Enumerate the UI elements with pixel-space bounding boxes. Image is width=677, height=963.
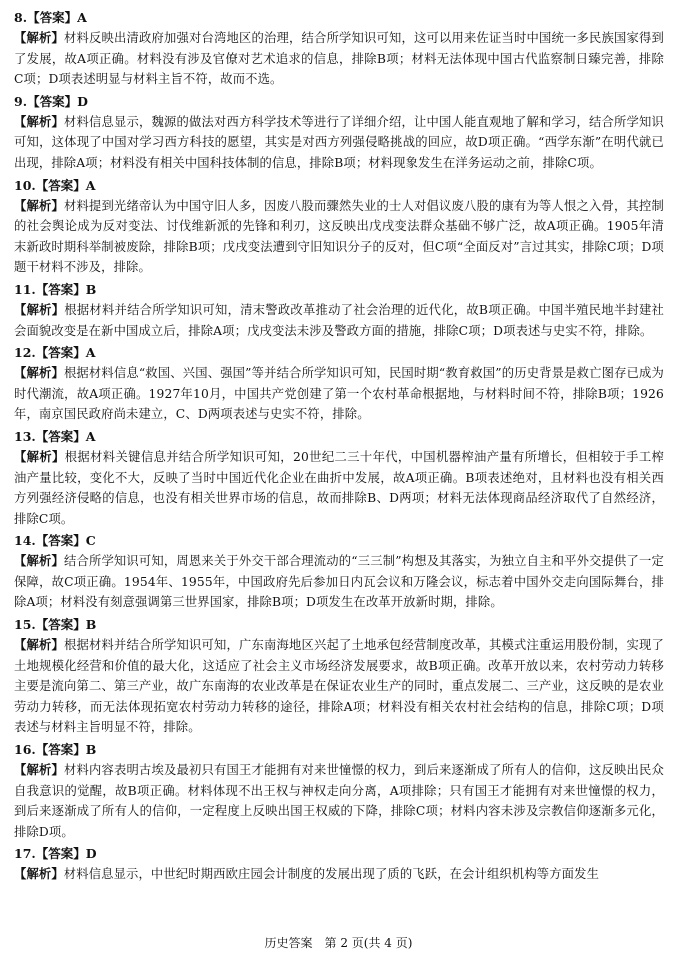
answer-value: B: [85, 281, 97, 297]
answer-line: [14, 844, 664, 864]
question-13: [14, 427, 664, 529]
question-number: 15.: [14, 617, 36, 633]
answer-value: A: [77, 10, 87, 25]
analysis-paragraph: [14, 551, 664, 613]
analysis-tag: 【解析】: [14, 762, 65, 778]
answer-tag: 【答案】: [35, 742, 86, 758]
answer-tag: 【答案】: [35, 846, 86, 862]
analysis-text: 根据材料信息“救国、兴国、强国”等并结合所学知识可知，民国时期“教育救国”的历史背景是救亡图存已成为时代潮流，故A项正确。1927年10月，中国共产党创建了第一个农村革命根据地，与材料时间不符，排除B项；1926年，南京国民政府尚未建立，C、D两项表述与史实不符，排除。: [14, 366, 664, 422]
answer-line: [14, 343, 664, 363]
analysis-paragraph: [14, 447, 664, 529]
analysis-text: 根据材料并结合所学知识可知，广东南海地区兴起了土地承包经营制度改革，其模式注重运用股份制，实现了土地规模化经营和价值的最大化，这适应了社会主义市场经济发展要求，故B项正确。改革开放以来，农村劳动力转移主要是流向第二、第三产业，故广东南海的农业改革是在保证农业生产的同时，重点发展二、三产业，这反映的是农业劳动力转移，而无法体现拓宽农村劳动力转移的途径，排除A项；材料没有相关农村社会结构的信息，排除C项；D项表述与材料主旨明显不符，排除。: [14, 638, 665, 735]
analysis-text: 材料反映出清政府加强对台湾地区的治理，结合所学知识可知，这可以用来佐证当时中国统一多民族国家得到了发展，故A项正确。材料没有涉及官僚对艺术追求的信息，排除B项；材料无法体现中国古代监察制日臻完善，排除C项；D项表述明显与材料主旨不符，故而不选。: [14, 31, 665, 87]
analysis-text: 根据材料并结合所学知识可知，清末警政改革推动了社会治理的近代化，故B项正确。中国半殖民地半封建社会面貌改变是在新中国成立后，排除A项；戊戌变法未涉及警政方面的措施，排除C项；D项表述与史实不符，排除。: [14, 302, 664, 338]
answer-value: D: [77, 93, 88, 109]
answer-content: [14, 8, 664, 887]
analysis-paragraph: [14, 196, 664, 278]
answer-tag: 【答案】: [35, 177, 86, 193]
analysis-tag: 【解析】: [14, 113, 65, 129]
answer-line: [14, 280, 664, 300]
answer-value: A: [85, 428, 96, 444]
analysis-tag: 【解析】: [14, 197, 65, 213]
answer-tag: 【答案】: [35, 533, 86, 549]
question-number: 10.: [14, 177, 36, 193]
answer-tag: 【答案】: [35, 345, 86, 361]
question-number: 16.: [14, 742, 36, 758]
analysis-tag: 【解析】: [14, 637, 65, 653]
question-8: [14, 8, 664, 90]
answer-value: C: [85, 533, 96, 549]
answer-line: [14, 615, 664, 635]
question-17: [14, 844, 664, 885]
analysis-paragraph: [14, 300, 664, 341]
answer-line: [14, 8, 664, 28]
question-number: 14.: [14, 533, 36, 549]
analysis-text: 材料内容表明古埃及最初只有国王才能拥有对来世憧憬的权力，到后来逐渐成了所有人的信仰，这反映出民众自我意识的觉醒，故B项正确。材料体现不出王权与神权走向分离，A项排除；只有国王才能拥有对来世憧憬的权力，到后来逐渐成了所有人的信仰，一定程度上反映出国王权威的下降，排除C项；材料内容未涉及宗教信仰逐渐多元化，排除D项。: [14, 763, 665, 839]
analysis-paragraph: [14, 28, 664, 90]
question-16: [14, 740, 664, 842]
question-11: [14, 280, 664, 341]
answer-line: [14, 427, 664, 447]
analysis-text: 根据材料关键信息并结合所学知识可知，20世纪二三十年代，中国机器榨油产量有所增长，但相较于手工榨油产量比较，变化不大，反映了当时中国近代化企业在曲折中发展，故A项正确。B项表述绝对，且材料也没有相关西方列强经济侵略的信息，也没有相关世界市场的信息，故而排除B、D两项；材料无法体现商品经济取代了自然经济，排除C项。: [14, 449, 664, 526]
answer-tag: 【答案】: [27, 10, 78, 25]
question-number: 13.: [14, 428, 36, 444]
analysis-paragraph: [14, 864, 664, 885]
answer-line: [14, 92, 664, 112]
analysis-paragraph: [14, 635, 664, 738]
question-number: 17.: [14, 846, 36, 862]
question-number: 8.: [14, 10, 28, 25]
question-number: 11.: [14, 281, 36, 297]
analysis-tag: 【解析】: [14, 365, 64, 381]
question-14: [14, 531, 664, 613]
analysis-text: 材料提到光绪帝认为中国守旧人多，因废八股而骤然失业的士人对倡议废八股的康有为等人恨之入骨，其控制的社会舆论成为反对变法、讨伐维新派的先锋和利刃，这反映出戊戌变法群众基础不够广泛，故A项正确。1905年清末新政时期科举制被废除，排除B项；戊戌变法遭到守旧知识分子的反对，但C项“全面反对”言过其实，排除C项；D项题干材料不涉及，排除。: [14, 198, 665, 275]
answer-line: [14, 176, 664, 196]
question-number: 9.: [14, 93, 28, 109]
question-12: [14, 343, 664, 425]
analysis-tag: 【解析】: [14, 866, 64, 882]
question-10: [14, 176, 664, 278]
answer-tag: 【答案】: [35, 428, 86, 444]
analysis-tag: 【解析】: [14, 30, 65, 45]
analysis-tag: 【解析】: [14, 301, 65, 317]
analysis-text: 材料信息显示，魏源的做法对西方科学技术等进行了详细介绍，让中国人能直观地了解和学习，结合所学知识可知，这体现了中国对学习西方科技的愿望，其实是对西方列强侵略挑战的回应，故D项正确。“西学东渐”在明代就已出现，排除A项；材料没有相关中国科技体制的信息，排除B项；材料现象发生在洋务运动之前，排除C项。: [14, 114, 665, 170]
question-number: 12.: [14, 345, 36, 361]
answer-value: A: [85, 345, 96, 361]
page-footer: 历史答案 第 2 页(共 4 页): [264, 936, 413, 950]
answer-tag: 【答案】: [35, 617, 86, 633]
answer-value: A: [85, 177, 96, 193]
analysis-paragraph: [14, 112, 664, 174]
analysis-tag: 【解析】: [14, 553, 64, 569]
answer-tag: 【答案】: [35, 281, 86, 297]
answer-value: D: [85, 846, 97, 862]
question-15: [14, 615, 664, 738]
analysis-tag: 【解析】: [14, 448, 65, 464]
analysis-text: 结合所学知识可知，周恩来关于外交干部合理流动的“三三制”构想及其落实，为独立自主和平外交提供了一定保障，故C项正确。1954年、1955年，中国政府先后参加日内瓦会议和万隆会议，标志着中国外交走向国际舞台，排除A项；材料没有刻意强调第三世界国家，排除B项；D项发生在改革开放新时期，排除。: [14, 554, 664, 610]
answer-line: [14, 531, 664, 551]
analysis-text: 材料信息显示，中世纪时期西欧庄园会计制度的发展出现了质的飞跃，在会计组织机构等方面发生: [63, 867, 600, 882]
analysis-paragraph: [14, 760, 664, 842]
answer-line: [14, 740, 664, 760]
analysis-paragraph: [14, 363, 664, 425]
answer-value: B: [85, 742, 97, 758]
answer-value: B: [85, 617, 97, 633]
answer-tag: 【答案】: [27, 93, 78, 109]
question-9: [14, 92, 664, 174]
